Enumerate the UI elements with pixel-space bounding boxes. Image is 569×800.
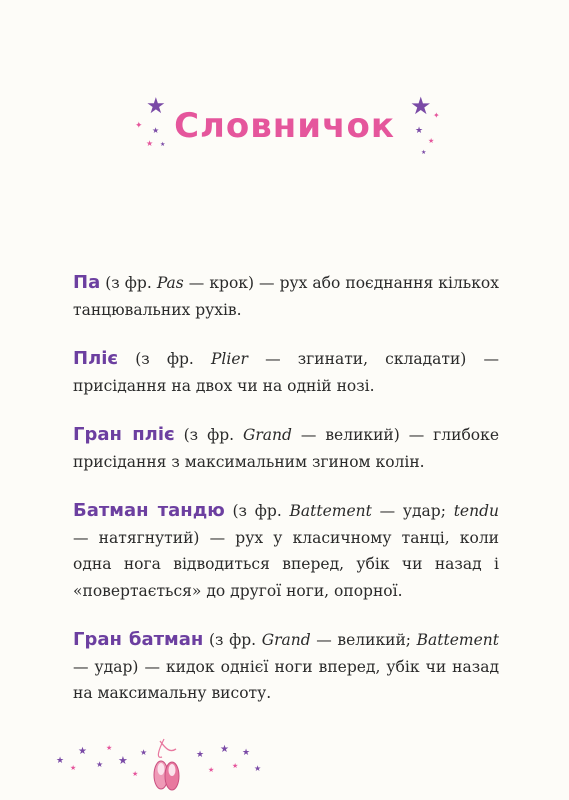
footer-decoration: [0, 735, 569, 795]
glossary-definition: (з фр. Grand — великий) — глибоке присідання з максимальним згином колін.: [73, 426, 499, 471]
glossary-term: Пліє: [73, 348, 119, 369]
glossary-list: [73, 270, 499, 730]
star-icon: ★: [146, 94, 166, 119]
glossary-term: Па: [73, 272, 101, 293]
star-icon: ✦: [433, 111, 440, 120]
star-icon: ★: [140, 748, 148, 757]
glossary-definition: (з фр. Plier — згинати, складати) — присідання на двох чи на одній нозі.: [73, 350, 499, 395]
star-icon: ★: [196, 750, 205, 760]
star-icon: ★: [421, 149, 427, 156]
glossary-definition: (з фр. Battement — удар; tendu — натягнутий) — рух у класичному танці, коли одна нога відводиться вперед, убік чи назад і «повертається» до другої ноги, опорної.: [73, 502, 499, 600]
star-icon: ★: [232, 762, 239, 770]
glossary-term: Гран батман: [73, 629, 204, 650]
star-icon: ★: [254, 764, 262, 773]
star-icon: ★: [242, 748, 251, 758]
star-icon: ★: [410, 92, 432, 120]
star-icon: ★: [208, 766, 215, 774]
page-title: Словничок: [174, 106, 395, 146]
glossary-entry: [73, 270, 499, 323]
glossary-definition: (з фр. Grand — великий; Battement — удар) — кидок однієї ноги вперед, убік чи назад на максимальну висоту.: [73, 631, 499, 702]
star-icon: ★: [415, 126, 424, 136]
ballet-shoes-icon: [146, 735, 186, 793]
glossary-entry: [73, 498, 499, 604]
glossary-entry: [73, 346, 499, 399]
star-icon: ★: [96, 760, 104, 769]
star-icon: ★: [160, 141, 166, 148]
star-icon: ★: [118, 754, 128, 767]
glossary-term: Гран пліє: [73, 424, 175, 445]
glossary-entry: [73, 627, 499, 707]
star-icon: ★: [152, 126, 160, 135]
glossary-term: Батман тандю: [73, 500, 225, 521]
star-icon: ★: [78, 746, 87, 757]
star-icon: ★: [106, 744, 113, 752]
star-icon: ★: [56, 756, 65, 766]
star-icon: ★: [70, 764, 77, 772]
star-icon: ★: [220, 744, 229, 755]
star-icon: ★: [132, 770, 139, 778]
glossary-definition: (з фр. Pas — крок) — рух або поєднання кількох танцювальних рухів.: [73, 274, 499, 319]
glossary-entry: [73, 422, 499, 475]
star-icon: ★: [428, 137, 435, 145]
star-icon: ★: [146, 139, 154, 148]
star-icon: ✦: [135, 121, 143, 131]
